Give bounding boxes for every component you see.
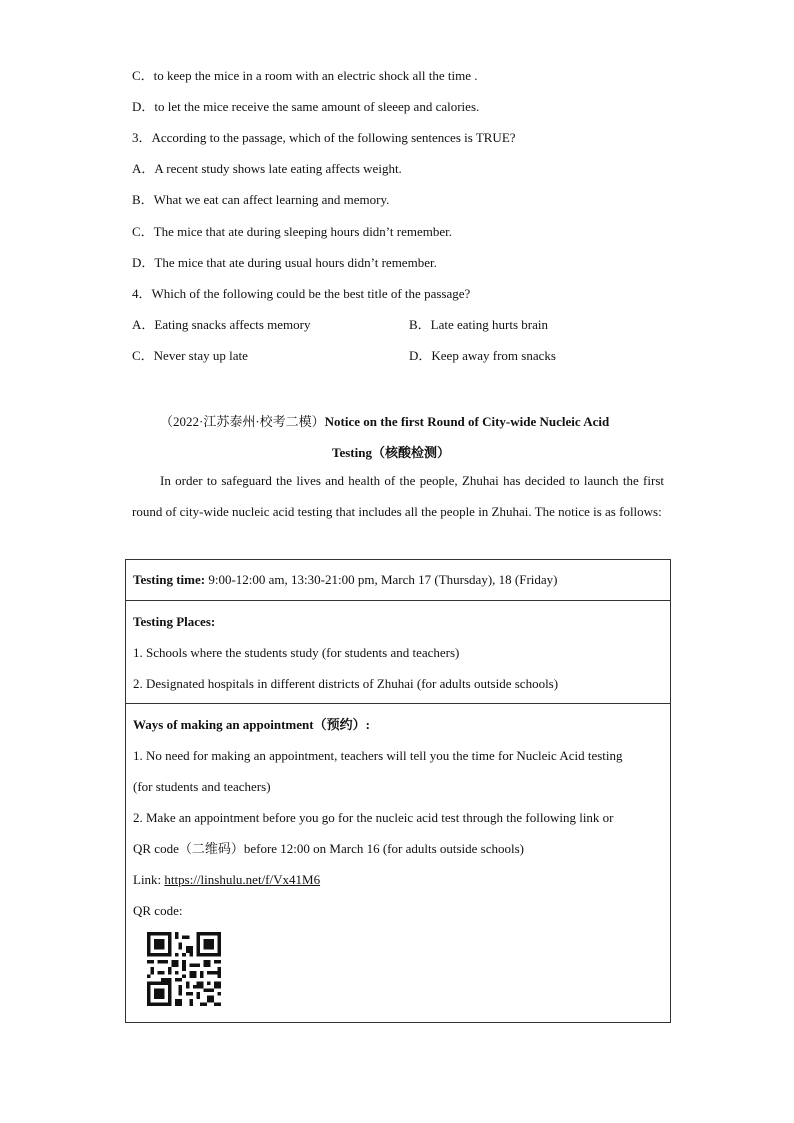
passage-intro: In order to safeguard the lives and health of the people, Zhuhai has decided to launch the first round of city-wide nucleic acid testing that includes all the people in Zhuhai. The notice is as follows:	[132, 473, 664, 519]
testing-time-label: Testing time:	[133, 572, 206, 587]
appointment-item: (for students and teachers)	[133, 779, 271, 794]
appointment-link[interactable]: https://linshulu.net/f/Vx41M6	[164, 872, 321, 887]
link-line	[133, 864, 663, 895]
q2-option-d: D．to let the mice receive the same amount of sleeep and calories.	[132, 99, 480, 114]
appointment-item: 1. No need for making an appointment, teachers will tell you the time for Nucleic Acid testing	[133, 748, 623, 763]
appointment-row	[126, 704, 671, 1023]
q4-option-a: A．Eating snacks affects memory	[132, 317, 311, 332]
q4-stem: 4．Which of the following could be the best title of the passage?	[132, 286, 471, 301]
q3-stem: 3．According to the passage, which of the following sentences is TRUE?	[132, 130, 516, 145]
appointment-item: 2. Make an appointment before you go for the nucleic acid test through the following link or	[133, 810, 614, 825]
q3-option-d: D．The mice that ate during usual hours didn’t remember.	[132, 255, 437, 270]
q3-option-b: B．What we eat can affect learning and memory.	[132, 192, 390, 207]
passage-title-line1: （2022·江苏泰州·校考二模）Notice on the first Round of City-wide Nucleic Acid	[160, 414, 610, 429]
testing-places-row	[126, 601, 671, 704]
testing-place-item: 2. Designated hospitals in different districts of Zhuhai (for adults outside schools)	[133, 676, 559, 691]
notice-table	[125, 559, 671, 1023]
qr-label: QR code:	[133, 903, 183, 918]
appointment-item: QR code（二维码）before 12:00 on March 16 (for adults outside schools)	[133, 841, 525, 856]
q4-option-b: B．Late eating hurts brain	[409, 317, 548, 332]
testing-time-row	[126, 560, 671, 601]
qr-code-icon	[143, 932, 225, 1006]
passage-title-line2: Testing（核酸检测）	[332, 445, 450, 460]
q4-option-d: D．Keep away from snacks	[409, 348, 556, 363]
appointment-label: Ways of making an appointment（预约）:	[133, 717, 370, 732]
q3-option-c: C．The mice that ate during sleeping hours didn’t remember.	[132, 224, 452, 239]
testing-place-item: 1. Schools where the students study (for students and teachers)	[133, 645, 460, 660]
link-label: Link:	[133, 872, 165, 887]
q2-option-c: C．to keep the mice in a room with an electric shock all the time .	[132, 68, 478, 83]
q4-option-c: C．Never stay up late	[132, 348, 248, 363]
passage-source: （2022·江苏泰州·校考二模）	[160, 414, 325, 429]
testing-time-value: 9:00-12:00 am, 13:30-21:00 pm, March 17 (Thursday), 18 (Friday)	[205, 572, 558, 587]
testing-places-label: Testing Places:	[133, 614, 216, 629]
q3-option-a: A．A recent study shows late eating affects weight.	[132, 161, 402, 176]
